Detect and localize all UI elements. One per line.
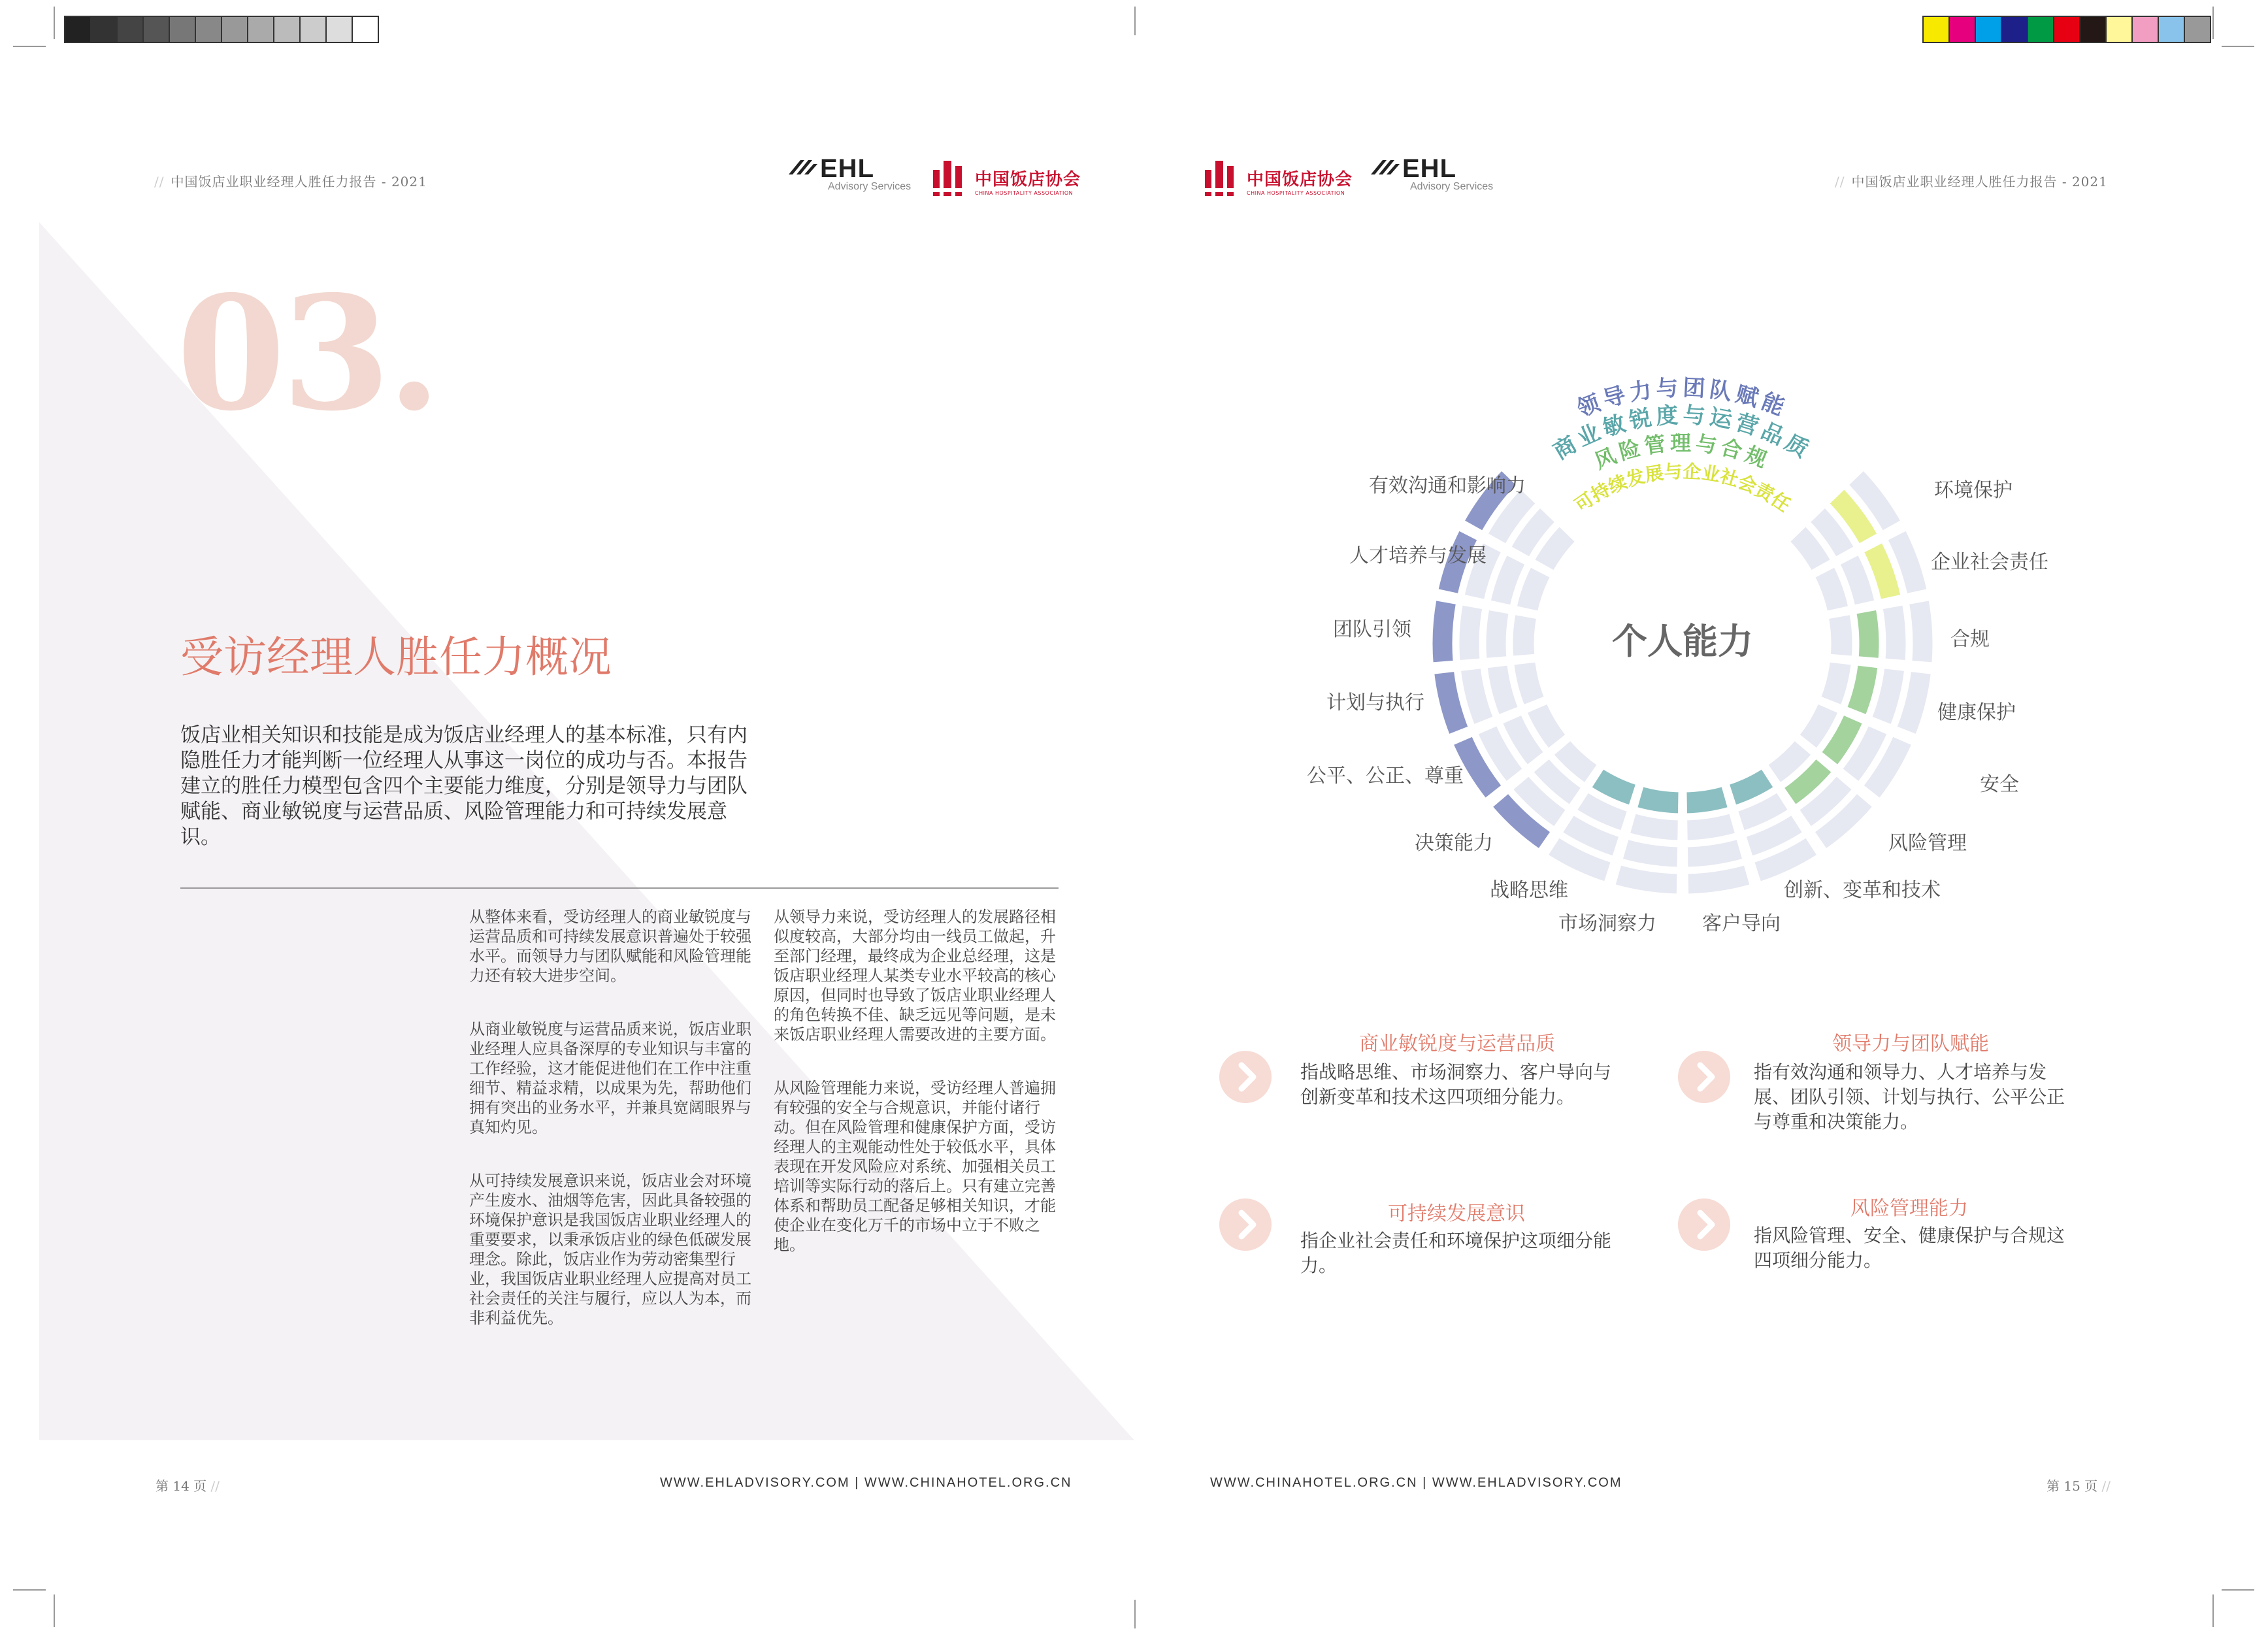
info-title: 商业敏锐度与运营品质 (1359, 1032, 1555, 1055)
info-text: 指有效沟通和领导力、人才培养与发展、团队引领、计划与执行、公平公正与尊重和决策能力。 (1754, 1061, 2065, 1132)
right-page-number (2046, 1476, 2111, 1495)
chevron-circle-icon (1219, 1051, 1272, 1103)
section-number: 03. (176, 261, 438, 446)
wheel-center-label: 个人能力 (1612, 621, 1753, 662)
page-slashes: // (2101, 1478, 2111, 1494)
calibration-swatch (2185, 17, 2210, 42)
section-title: 受访经理人胜任力概况 (180, 632, 612, 682)
competency-wheel (1274, 366, 2124, 954)
wheel-segment (1635, 785, 1680, 815)
crop-mark (2222, 1589, 2254, 1591)
wheel-label-l7: 战略思维 (1490, 879, 1568, 902)
page-label: 第 14 页 (156, 1478, 207, 1494)
ehl-logo (787, 154, 911, 193)
divider-line (180, 887, 1059, 889)
info-text: 指战略思维、市场洞察力、客户导向与创新变革和技术这四项细分能力。 (1300, 1061, 1612, 1108)
cha-logo (929, 157, 1081, 196)
cha-emblem-icon (1201, 157, 1243, 199)
ehl-swoosh-icon (787, 154, 820, 184)
crop-mark (2212, 1594, 2214, 1627)
calibration-swatch (2002, 17, 2028, 42)
wheel-label-l13: 健康保护 (1937, 701, 2016, 724)
header-slashes: // (1835, 174, 1845, 190)
calibration-swatch (2080, 17, 2107, 42)
info-title: 可持续发展意识 (1388, 1202, 1525, 1225)
calibration-swatch (2107, 17, 2133, 42)
chevron-circle-icon (1678, 1198, 1730, 1251)
wheel-segments (1431, 469, 1934, 895)
wheel-segment (1511, 613, 1538, 657)
info-title: 风险管理能力 (1850, 1197, 1968, 1220)
ehl-wordmark: EHL (820, 154, 874, 183)
ehl-logo (1370, 154, 1493, 193)
paragraph: 从领导力来说，受访经理人的发展路径相似度较高，大部分均由一线员工做起，升至部门经理，最终成为企业总经理，这是饭店职业经理人某类专业水平较高的核心原因，但同时也导致了饭店业职业经理人的角色转换不佳、缺乏远见等问题，是未来饭店职业经理人需要改进的主要方面。 (774, 908, 1056, 1044)
header-slashes: // (154, 174, 165, 190)
intro-paragraph: 饭店业相关知识和技能是成为饭店业经理人的基本标准，只有内隐胜任力才能判断一位经理人从事这一岗位的成功与否。本报告建立的胜任力模型包含四个主要能力维度，分别是领导力与团队赋能、商业敏锐度与运营品质、风险管理能力和可持续发展意识。 (180, 723, 748, 849)
wheel-label-l12: 安全 (1980, 773, 2019, 796)
header-title: 中国饭店业职业经理人胜任力报告 - 2021 (1851, 174, 2108, 190)
cha-name-cn: 中国饭店协会 (1247, 170, 1353, 190)
wheel-arc-titles (1549, 375, 1816, 517)
crop-mark (2212, 7, 2214, 39)
ehl-subtitle: Advisory Services (1410, 181, 1494, 192)
paragraph: 从风险管理能力来说，受访经理人普遍拥有较强的安全与合规意识，并能付诸行动。但在风险管理和健康保护方面，受访经理人的主观能动性处于较低水平，具体表现在开发风险应对系统、加强相关员工培训等实际行动的落后上。只有建立完善体系和帮助员工配备足够相关知识，才能使企业在变化万千的市场中立于不败之地。 (774, 1079, 1056, 1254)
wheel-arc-title: 可持续发展与企业社会责任 (1570, 460, 1795, 517)
right-footer-url: WWW.CHINAHOTEL.ORG.CN | WWW.EHLADVISORY.COM (1210, 1476, 1622, 1490)
wheel-label-l3: 团队引领 (1333, 618, 1411, 641)
chevron-circle-icon (1678, 1051, 1730, 1103)
wheel-segment (1685, 785, 1730, 815)
page-slashes: // (210, 1478, 220, 1494)
wheel-label-l14: 合规 (1950, 628, 1990, 651)
wheel-label-l2: 人才培养与发展 (1349, 544, 1487, 567)
calibration-swatch (2133, 17, 2159, 42)
calibration-swatch (2159, 17, 2185, 42)
cha-name-en: CHINA HOSPITALITY ASSOCIATION (1247, 190, 1345, 196)
color-calibration-bar (1922, 16, 2211, 43)
left-running-header (154, 171, 427, 190)
paragraph: 从整体来看，受访经理人的商业敏锐度与运营品质和可持续发展意识普遍处于较强水平。而领导力与团队赋能和风险管理能力还有较大进步空间。 (469, 908, 751, 985)
header-title: 中国饭店业职业经理人胜任力报告 - 2021 (171, 174, 427, 190)
wheel-segment (1827, 613, 1854, 657)
cha-name-en: CHINA HOSPITALITY ASSOCIATION (975, 190, 1074, 196)
page-label: 第 15 页 (2046, 1478, 2098, 1494)
cha-name-cn: 中国饭店协会 (975, 170, 1081, 190)
left-page-number (156, 1476, 220, 1495)
calibration-swatch (2054, 17, 2080, 42)
wheel-label-l10: 创新、变革和技术 (1784, 879, 1941, 902)
info-text: 指企业社会责任和环境保护这项细分能力。 (1300, 1230, 1612, 1276)
wheel-segment (1686, 812, 1737, 842)
chevron-circle-icon (1219, 1198, 1272, 1251)
calibration-swatch (2028, 17, 2054, 42)
wheel-label-l8: 市场洞察力 (1558, 912, 1656, 935)
wheel-label-l11: 风险管理 (1888, 832, 1967, 855)
wheel-label-l6: 决策能力 (1415, 832, 1493, 855)
wheel-segment (1431, 599, 1458, 664)
wheel-segment (1881, 604, 1907, 662)
wheel-label-l1: 有效沟通和影响力 (1369, 474, 1526, 497)
wheel-segment (1855, 608, 1881, 659)
left-footer-url: WWW.EHLADVISORY.COM | WWW.CHINAHOTEL.ORG.CN (660, 1476, 1072, 1490)
calibration-swatch (1976, 17, 2002, 42)
ehl-swoosh-icon (1370, 154, 1402, 184)
wheel-arc-title: 商业敏锐度与运营品质 (1549, 402, 1816, 465)
wheel-arc-title: 领导力与团队赋能 (1573, 374, 1792, 423)
crop-mark (2222, 46, 2254, 47)
info-text: 指风险管理、安全、健康保护与合规这四项细分能力。 (1754, 1225, 2065, 1271)
cha-logo (1201, 157, 1353, 196)
wheel-segment (1458, 604, 1484, 662)
wheel-label-l4: 计划与执行 (1326, 691, 1424, 714)
wheel-label-l9: 客户导向 (1702, 912, 1781, 935)
wheel-segment (1628, 812, 1679, 842)
ehl-subtitle: Advisory Services (828, 181, 912, 192)
paragraph: 从可持续发展意识来说，饭店业会对环境产生废水、油烟等危害，因此具备较强的环境保护意识是我国饭店业职业经理人的重要要求，以秉承饭店业的绿色低碳发展理念。除此，饭店业作为劳动密集型行业，我国饭店业职业经理人应提高对员工社会责任的关注与履行，应以人为本，而非利益优先。 (469, 1172, 751, 1327)
calibration-swatch (1950, 17, 1976, 42)
wheel-label-l5: 公平、公正、尊重 (1307, 765, 1464, 787)
wheel-arc-title: 风险管理与合规 (1590, 431, 1775, 474)
wheel-segment (1907, 599, 1934, 664)
cha-emblem-icon (929, 157, 971, 199)
ehl-wordmark: EHL (1402, 154, 1456, 183)
wheel-segment (1485, 608, 1510, 659)
text-column-2 (774, 907, 1061, 1289)
text-column-1 (469, 907, 757, 1362)
right-running-header (1835, 171, 2108, 190)
calibration-swatch (1924, 17, 1950, 42)
wheel-label-l16: 环境保护 (1934, 479, 2013, 502)
info-title: 领导力与团队赋能 (1832, 1032, 1989, 1055)
paragraph: 从商业敏锐度与运营品质来说，饭店业职业经理人应具备深厚的专业知识与丰富的工作经验，这才能促进他们在工作中注重细节、精益求精，以成果为先，帮助他们拥有突出的业务水平，并兼具宽阔眼界与真知灼见。 (469, 1020, 751, 1136)
wheel-label-l15: 企业社会责任 (1931, 551, 2048, 574)
